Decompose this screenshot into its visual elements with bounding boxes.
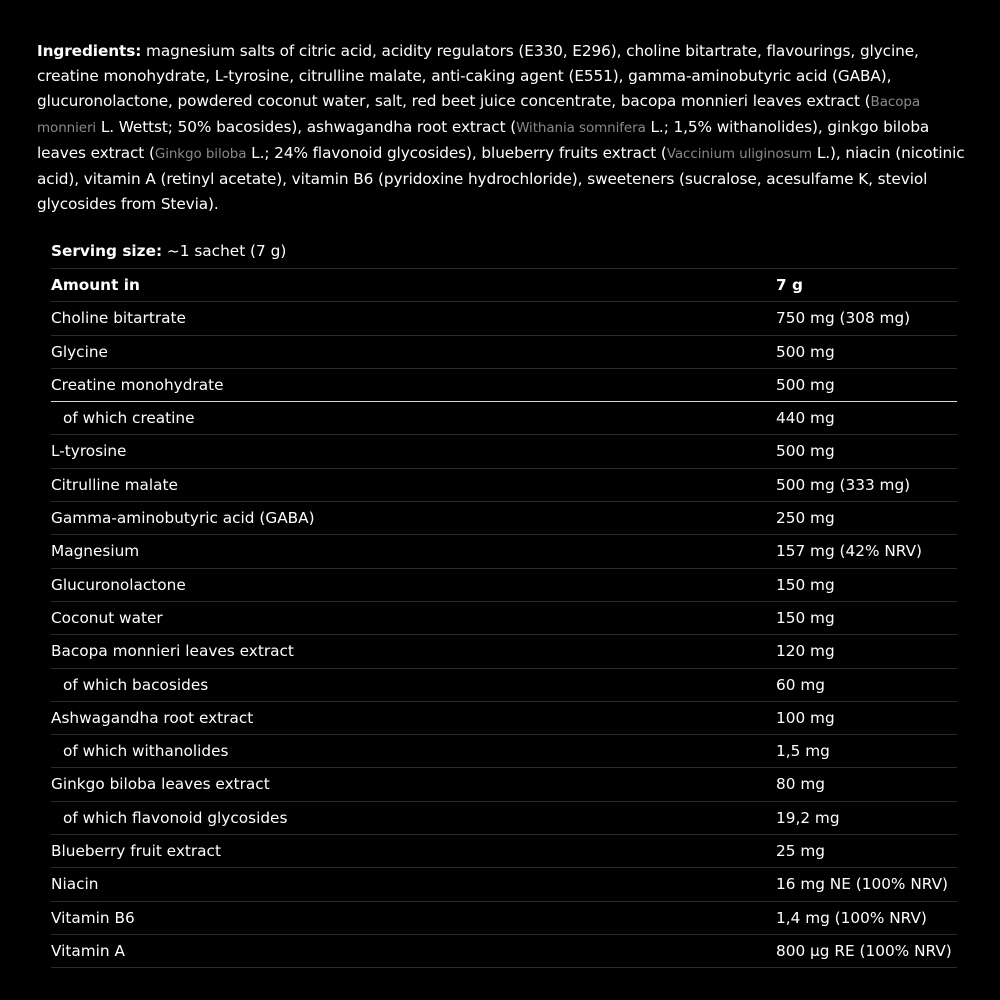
nutrient-name: Creatine monohydrate [51,375,224,394]
nutrient-name: Ginkgo biloba leaves extract [51,775,270,794]
nutrient-amount: 60 mg [776,675,825,694]
table-row [51,935,957,968]
table-row [51,669,957,702]
latin-name: Withania somnifera [516,120,646,136]
table-row [51,602,957,635]
nutrient-name: Vitamin B6 [51,908,135,927]
table-row [51,702,957,735]
nutrient-amount: 440 mg [776,409,835,428]
nutrient-amount: 750 mg (308 mg) [776,309,911,328]
nutrient-name: Magnesium [51,542,140,561]
nutrient-name: Citrulline malate [51,475,178,494]
header-amount-label: Amount in [51,276,140,294]
table-row [51,369,957,402]
table-row [51,502,957,535]
nutrient-name: Vitamin A [51,941,125,960]
nutrient-amount: 25 mg [776,842,825,861]
nutrient-name: Blueberry fruit extract [51,842,221,861]
ingredients-paragraph [37,39,967,217]
nutrient-amount: 100 mg [776,708,835,727]
nutrient-amount: 500 mg [776,442,835,461]
nutrient-name: Bacopa monnieri leaves extract [51,642,294,661]
nutrient-amount: 150 mg [776,575,835,594]
table-row [51,336,957,369]
table-row [51,535,957,568]
nutrient-amount: 19,2 mg [776,808,840,827]
nutrient-amount: 500 mg [776,375,835,394]
nutrient-amount: 1,5 mg [776,742,830,761]
nutrient-name: Coconut water [51,608,163,627]
nutrient-amount: 500 mg [776,342,835,361]
serving-size-label: Serving size: [51,242,163,260]
nutrient-name: Gamma-aminobutyric acid (GABA) [51,509,315,528]
nutrient-name: Glycine [51,342,108,361]
nutrient-name: Glucuronolactone [51,575,186,594]
nutrient-name: Niacin [51,875,99,894]
ingredients-segment: L.), niacin (nicotinic acid), vitamin A (retinyl acetate), vitamin B6 (pyridoxine hydrochloride), sweeteners (sucralose, acesulfame K, steviol glycosides from Stevia). [37,144,965,213]
nutrient-amount: 16 mg NE (100% NRV) [776,875,949,894]
table-row [51,635,957,668]
table-row [51,868,957,901]
table-row [51,302,957,335]
nutrient-name: Choline bitartrate [51,309,186,328]
ingredients-label: Ingredients: [37,42,142,60]
nutrition-table [51,268,957,968]
table-row [51,835,957,868]
latin-name: Bacopa monnieri [37,94,920,136]
table-row [51,569,957,602]
nutrient-name: of which withanolides [63,742,229,761]
nutrient-amount: 157 mg (42% NRV) [776,542,923,561]
nutrient-name: of which bacosides [63,675,209,694]
table-row [51,902,957,935]
nutrient-amount: 250 mg [776,509,835,528]
header-amount-value: 7 g [776,276,803,294]
ingredients-segment: L. Wettst; 50% bacosides), ashwagandha root extract ( [96,118,517,136]
latin-name: Ginkgo biloba [154,146,247,162]
table-header-row [51,269,957,302]
table-row [51,802,957,835]
table-row [51,435,957,468]
nutrient-amount: 1,4 mg (100% NRV) [776,908,927,927]
table-row [51,768,957,801]
nutrient-amount: 500 mg (333 mg) [776,475,911,494]
nutrient-amount: 150 mg [776,608,835,627]
nutrient-amount: 80 mg [776,775,825,794]
nutrient-name: L-tyrosine [51,442,127,461]
ingredients-segment: L.; 1,5% withanolides), ginkgo biloba leaves extract ( [37,118,930,162]
table-row [51,469,957,502]
table-row [51,402,957,435]
nutrient-amount: 800 µg RE (100% NRV) [776,941,952,960]
nutrient-amount: 120 mg [776,642,835,661]
nutrient-name: Ashwagandha root extract [51,708,254,727]
ingredients-text [37,42,965,213]
table-row [51,735,957,768]
ingredients-segment: L.; 24% flavonoid glycosides), blueberry fruits extract ( [246,144,667,162]
serving-size [51,240,286,262]
nutrient-name: of which creatine [63,409,195,428]
ingredients-segment: magnesium salts of citric acid, acidity regulators (E330, E296), choline bitartrate, flavourings, glycine, creatine monohydrate, L-tyrosine, citrulline malate, anti-caking agent (E551), gamma-aminobutyric acid (GABA), glucuronolactone, powdered coconut water, salt, red beet juice concentrate, bacopa monnieri leaves extract ( [37,42,919,110]
latin-name: Vaccinium uliginosum [666,146,813,162]
nutrient-name: of which flavonoid glycosides [63,808,288,827]
serving-size-value: ~1 sachet (7 g) [162,242,287,260]
